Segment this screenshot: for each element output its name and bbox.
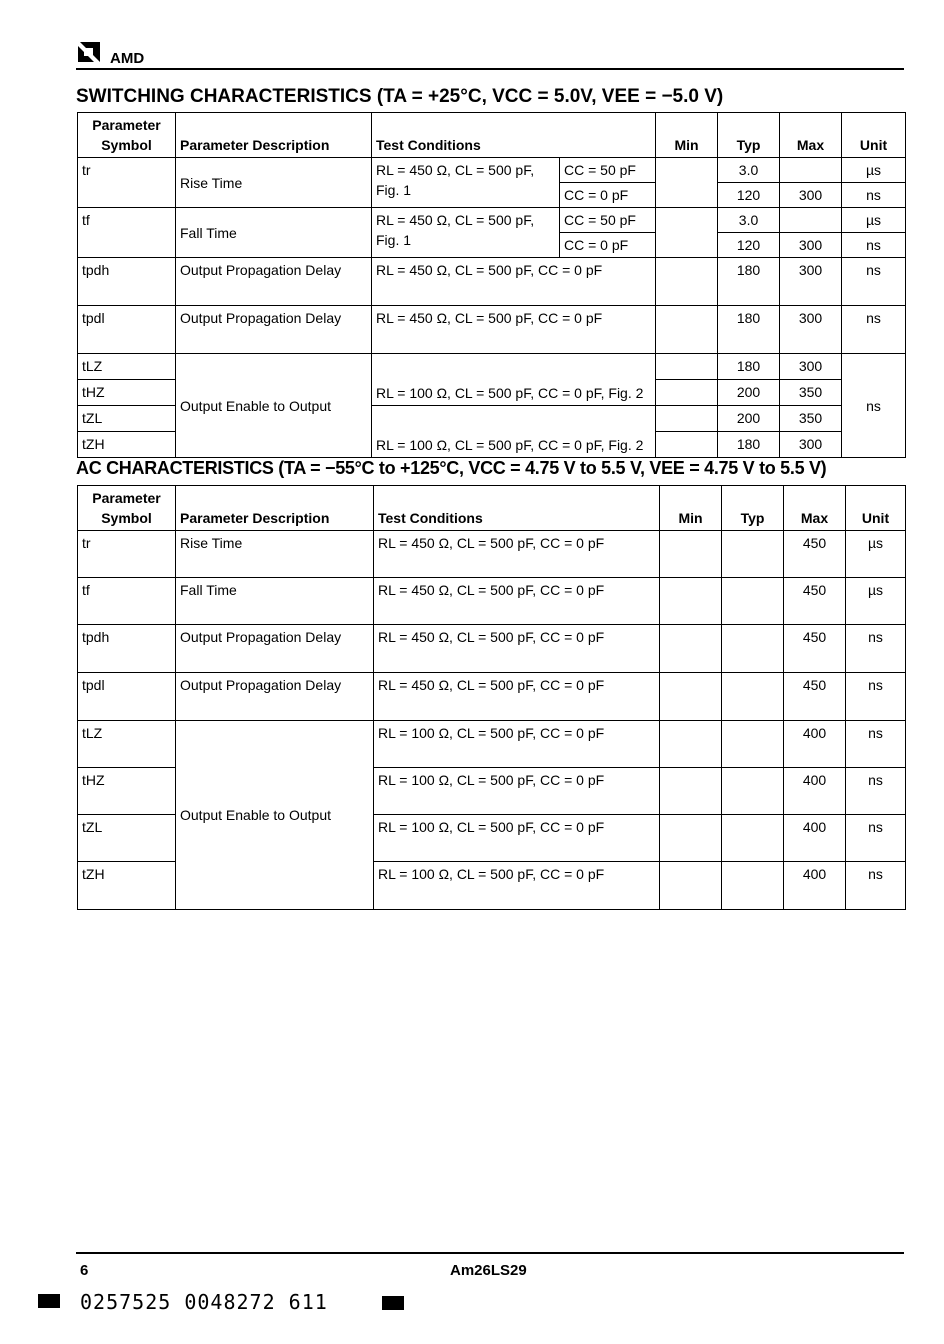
condition-cell: RL = 450 Ω, CL = 500 pF, Fig. 1 (372, 208, 560, 258)
table-row (78, 673, 906, 721)
description-cell: Fall Time (176, 208, 372, 258)
barcode-block-right (382, 1296, 404, 1310)
min-cell (660, 578, 722, 625)
unit-cell: ns (846, 862, 906, 910)
table-row (78, 721, 906, 768)
symbol-cell: tpdl (78, 673, 176, 721)
description-cell: Output Propagation Delay (176, 258, 372, 306)
typ-cell: 120 (718, 233, 780, 258)
amd-logo-icon (76, 40, 102, 64)
description-cell: Output Propagation Delay (176, 673, 374, 721)
max-cell: 400 (784, 862, 846, 910)
typ-cell: 3.0 (718, 208, 780, 233)
header-rule (76, 68, 904, 70)
max-cell: 450 (784, 625, 846, 673)
condition-cell: RL = 100 Ω, CL = 500 pF, CC = 0 pF (374, 768, 660, 815)
min-cell (660, 815, 722, 862)
min-cell (656, 208, 718, 258)
condition-cell: RL = 100 Ω, CL = 500 pF, CC = 0 pF, Fig. 2 (372, 354, 656, 406)
unit-cell: µs (842, 158, 906, 183)
description-cell: Rise Time (176, 531, 374, 578)
min-cell (656, 406, 718, 432)
symbol-cell: tZL (78, 815, 176, 862)
typ-cell: 120 (718, 183, 780, 208)
symbol-cell: tpdl (78, 306, 176, 354)
min-cell (660, 721, 722, 768)
part-number: Am26LS29 (450, 1262, 527, 1279)
max-cell: 300 (780, 258, 842, 306)
max-cell: 450 (784, 578, 846, 625)
max-cell: 400 (784, 815, 846, 862)
table-row (78, 306, 906, 354)
typ-cell: 180 (718, 432, 780, 458)
col-conditions: Test Conditions (374, 486, 660, 531)
switching-table (77, 112, 906, 458)
typ-cell: 3.0 (718, 158, 780, 183)
unit-cell: ns (842, 258, 906, 306)
condition-cell: RL = 450 Ω, CL = 500 pF, CC = 0 pF (374, 673, 660, 721)
description-cell: Output Propagation Delay (176, 306, 372, 354)
typ-cell: 200 (718, 380, 780, 406)
unit-cell: ns (842, 183, 906, 208)
min-cell (660, 862, 722, 910)
max-cell: 300 (780, 306, 842, 354)
ac-title: AC CHARACTERISTICS (TA = −55°C to +125°C, VCC = 4.75 V to 5.5 V, VEE = 4.75 V to 5.5 V) (76, 458, 827, 478)
typ-cell (722, 673, 784, 721)
typ-cell (722, 578, 784, 625)
table-row (78, 158, 906, 183)
table-row (78, 625, 906, 673)
condition-cell: RL = 450 Ω, CL = 500 pF, Fig. 1 (372, 158, 560, 208)
switching-title: SWITCHING CHARACTERISTICS (TA = +25°C, VCC = 5.0V, VEE = −5.0 V) (76, 86, 724, 107)
footer-rule (76, 1252, 904, 1254)
min-cell (660, 673, 722, 721)
symbol-cell: tf (78, 578, 176, 625)
table-row (78, 354, 906, 380)
max-cell: 350 (780, 406, 842, 432)
min-cell (656, 158, 718, 208)
min-cell (660, 531, 722, 578)
max-cell (780, 158, 842, 183)
condition-cell: RL = 450 Ω, CL = 500 pF, CC = 0 pF (374, 531, 660, 578)
unit-cell: µs (842, 208, 906, 233)
typ-cell (722, 768, 784, 815)
unit-cell: ns (842, 233, 906, 258)
condition-cell: RL = 450 Ω, CL = 500 pF, CC = 0 pF (372, 258, 656, 306)
condition-sub-cell: CC = 0 pF (560, 233, 656, 258)
min-cell (656, 380, 718, 406)
col-max: Max (784, 486, 846, 531)
table-row (78, 208, 906, 233)
unit-cell: ns (846, 721, 906, 768)
page-number: 6 (80, 1262, 89, 1279)
min-cell (656, 432, 718, 458)
col-unit: Unit (846, 486, 906, 531)
col-unit: Unit (842, 113, 906, 158)
col-typ: Typ (718, 113, 780, 158)
unit-cell: ns (842, 306, 906, 354)
typ-cell (722, 531, 784, 578)
col-typ: Typ (722, 486, 784, 531)
max-cell (780, 208, 842, 233)
symbol-cell: tpdh (78, 258, 176, 306)
typ-cell: 180 (718, 306, 780, 354)
max-cell: 300 (780, 233, 842, 258)
max-cell: 300 (780, 183, 842, 208)
max-cell: 450 (784, 673, 846, 721)
unit-cell: ns (846, 768, 906, 815)
condition-sub-cell: CC = 50 pF (560, 158, 656, 183)
symbol-cell: tpdh (78, 625, 176, 673)
description-cell: Output Enable to Output (176, 721, 374, 910)
table-row (78, 258, 906, 306)
col-symbol: Parameter Symbol (78, 486, 176, 531)
description-cell: Rise Time (176, 158, 372, 208)
description-cell: Output Propagation Delay (176, 625, 374, 673)
max-cell: 300 (780, 354, 842, 380)
col-description: Parameter Description (176, 486, 374, 531)
condition-cell: RL = 450 Ω, CL = 500 pF, CC = 0 pF (374, 578, 660, 625)
symbol-cell: tHZ (78, 768, 176, 815)
condition-sub-cell: CC = 50 pF (560, 208, 656, 233)
col-description: Parameter Description (176, 113, 372, 158)
symbol-cell: tZL (78, 406, 176, 432)
max-cell: 350 (780, 380, 842, 406)
col-min: Min (656, 113, 718, 158)
col-symbol: Parameter Symbol (78, 113, 176, 158)
symbol-cell: tr (78, 531, 176, 578)
unit-cell: µs (846, 578, 906, 625)
condition-cell: RL = 100 Ω, CL = 500 pF, CC = 0 pF, Fig. 2 (372, 406, 656, 458)
condition-cell: RL = 450 Ω, CL = 500 pF, CC = 0 pF (372, 306, 656, 354)
col-max: Max (780, 113, 842, 158)
description-cell: Output Enable to Output (176, 354, 372, 458)
max-cell: 400 (784, 721, 846, 768)
ac-table (77, 485, 906, 910)
table-row (78, 531, 906, 578)
typ-cell (722, 862, 784, 910)
unit-cell: ns (846, 625, 906, 673)
unit-cell: µs (846, 531, 906, 578)
min-cell (660, 768, 722, 815)
symbol-cell: tLZ (78, 721, 176, 768)
max-cell: 400 (784, 768, 846, 815)
min-cell (660, 625, 722, 673)
symbol-cell: tr (78, 158, 176, 208)
min-cell (656, 258, 718, 306)
table-row (78, 578, 906, 625)
symbol-cell: tHZ (78, 380, 176, 406)
typ-cell: 200 (718, 406, 780, 432)
brand-name: AMD (110, 50, 145, 67)
typ-cell: 180 (718, 354, 780, 380)
max-cell: 300 (780, 432, 842, 458)
description-cell: Fall Time (176, 578, 374, 625)
symbol-cell: tLZ (78, 354, 176, 380)
condition-cell: RL = 100 Ω, CL = 500 pF, CC = 0 pF (374, 815, 660, 862)
min-cell (656, 306, 718, 354)
col-min: Min (660, 486, 722, 531)
typ-cell (722, 721, 784, 768)
barcode-block-left (38, 1294, 60, 1308)
min-cell (656, 354, 718, 380)
unit-cell: ns (846, 673, 906, 721)
document-code: 0257525 0048272 611 (80, 1290, 328, 1314)
condition-cell: RL = 100 Ω, CL = 500 pF, CC = 0 pF (374, 721, 660, 768)
condition-sub-cell: CC = 0 pF (560, 183, 656, 208)
symbol-cell: tZH (78, 432, 176, 458)
symbol-cell: tZH (78, 862, 176, 910)
condition-cell: RL = 100 Ω, CL = 500 pF, CC = 0 pF (374, 862, 660, 910)
unit-cell: ns (846, 815, 906, 862)
col-conditions: Test Conditions (372, 113, 656, 158)
symbol-cell: tf (78, 208, 176, 258)
max-cell: 450 (784, 531, 846, 578)
typ-cell (722, 815, 784, 862)
typ-cell: 180 (718, 258, 780, 306)
condition-cell: RL = 450 Ω, CL = 500 pF, CC = 0 pF (374, 625, 660, 673)
unit-cell: ns (842, 354, 906, 458)
typ-cell (722, 625, 784, 673)
